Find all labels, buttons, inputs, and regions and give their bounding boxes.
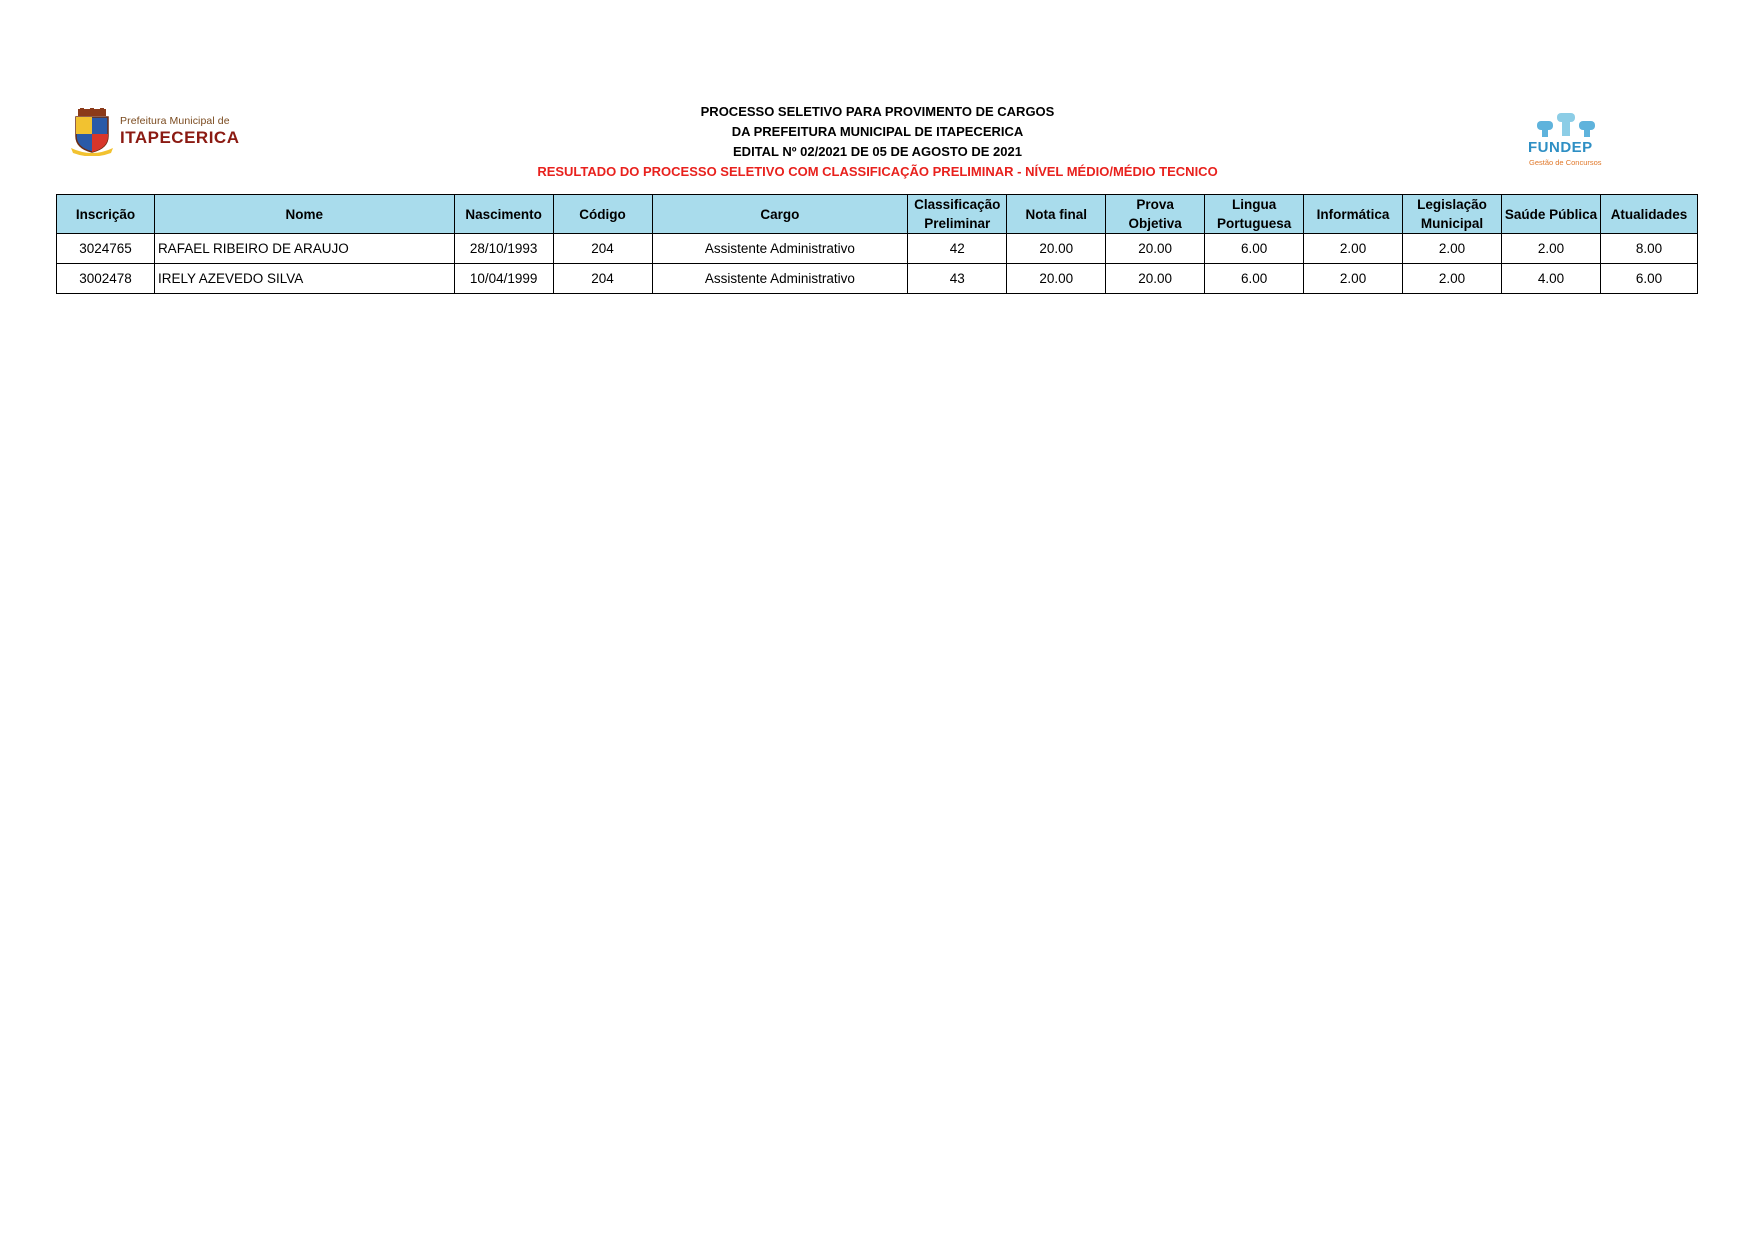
col-header-inscricao: Inscrição	[57, 195, 155, 234]
col-header-prova-objetiva: Prova Objetiva	[1106, 195, 1205, 234]
cell-saude-publica: 4.00	[1502, 264, 1601, 294]
cell-atualidades: 8.00	[1600, 234, 1697, 264]
logo-prefeitura-text: Prefeitura Municipal de	[120, 115, 230, 127]
cell-informatica: 2.00	[1304, 264, 1403, 294]
col-header-saude-publica: Saúde Pública	[1502, 195, 1601, 234]
cell-nascimento: 28/10/1993	[454, 234, 553, 264]
cell-cargo: Assistente Administrativo	[652, 234, 908, 264]
logo-city-name: ITAPECERICA	[120, 128, 240, 147]
table-row	[57, 234, 1698, 264]
cell-inscricao: 3024765	[57, 234, 155, 264]
fundep-brand: FUNDEP	[1528, 139, 1593, 156]
fundep-tagline: Gestão de Concursos	[1529, 158, 1602, 167]
cell-classificacao: 42	[908, 234, 1007, 264]
cell-prova-objetiva: 20.00	[1106, 264, 1205, 294]
col-header-atualidades: Atualidades	[1600, 195, 1697, 234]
cell-legislacao: 2.00	[1403, 264, 1502, 294]
results-table	[56, 194, 1698, 294]
cell-nota-final: 20.00	[1007, 234, 1106, 264]
cell-informatica: 2.00	[1304, 234, 1403, 264]
cell-atualidades: 6.00	[1600, 264, 1697, 294]
cell-saude-publica: 2.00	[1502, 234, 1601, 264]
col-header-nascimento: Nascimento	[454, 195, 553, 234]
cell-lingua-portuguesa: 6.00	[1205, 264, 1304, 294]
doc-title-line-1: PROCESSO SELETIVO PARA PROVIMENTO DE CARGOS	[700, 104, 1055, 119]
cell-nome: RAFAEL RIBEIRO DE ARAUJO	[154, 234, 454, 264]
cell-codigo: 204	[553, 234, 652, 264]
cell-nome: IRELY AZEVEDO SILVA	[154, 264, 454, 294]
col-header-nome: Nome	[154, 195, 454, 234]
table-header-row	[57, 195, 1698, 234]
col-header-legislacao: Legislação Municipal	[1403, 195, 1502, 234]
col-header-cargo: Cargo	[652, 195, 908, 234]
col-header-lingua-portuguesa: Lingua Portuguesa	[1205, 195, 1304, 234]
cell-codigo: 204	[553, 264, 652, 294]
cell-inscricao: 3002478	[57, 264, 155, 294]
cell-legislacao: 2.00	[1403, 234, 1502, 264]
doc-title-line-2: DA PREFEITURA MUNICIPAL DE ITAPECERICA	[731, 124, 1024, 139]
doc-subtitle: RESULTADO DO PROCESSO SELETIVO COM CLASSIFICAÇÃO PRELIMINAR - NÍVEL MÉDIO/MÉDIO TECNICO	[537, 164, 1218, 179]
cell-cargo: Assistente Administrativo	[652, 264, 908, 294]
cell-classificacao: 43	[908, 264, 1007, 294]
col-header-classificacao: Classificação Preliminar	[908, 195, 1007, 234]
doc-title-line-3: EDITAL Nº 02/2021 DE 05 DE AGOSTO DE 2021	[733, 144, 1022, 159]
fundep-logo	[1525, 112, 1605, 170]
table-row	[57, 264, 1698, 294]
cell-prova-objetiva: 20.00	[1106, 234, 1205, 264]
col-header-codigo: Código	[553, 195, 652, 234]
cell-nota-final: 20.00	[1007, 264, 1106, 294]
cell-lingua-portuguesa: 6.00	[1205, 234, 1304, 264]
cell-nascimento: 10/04/1999	[454, 264, 553, 294]
col-header-informatica: Informática	[1304, 195, 1403, 234]
col-header-nota-final: Nota final	[1007, 195, 1106, 234]
